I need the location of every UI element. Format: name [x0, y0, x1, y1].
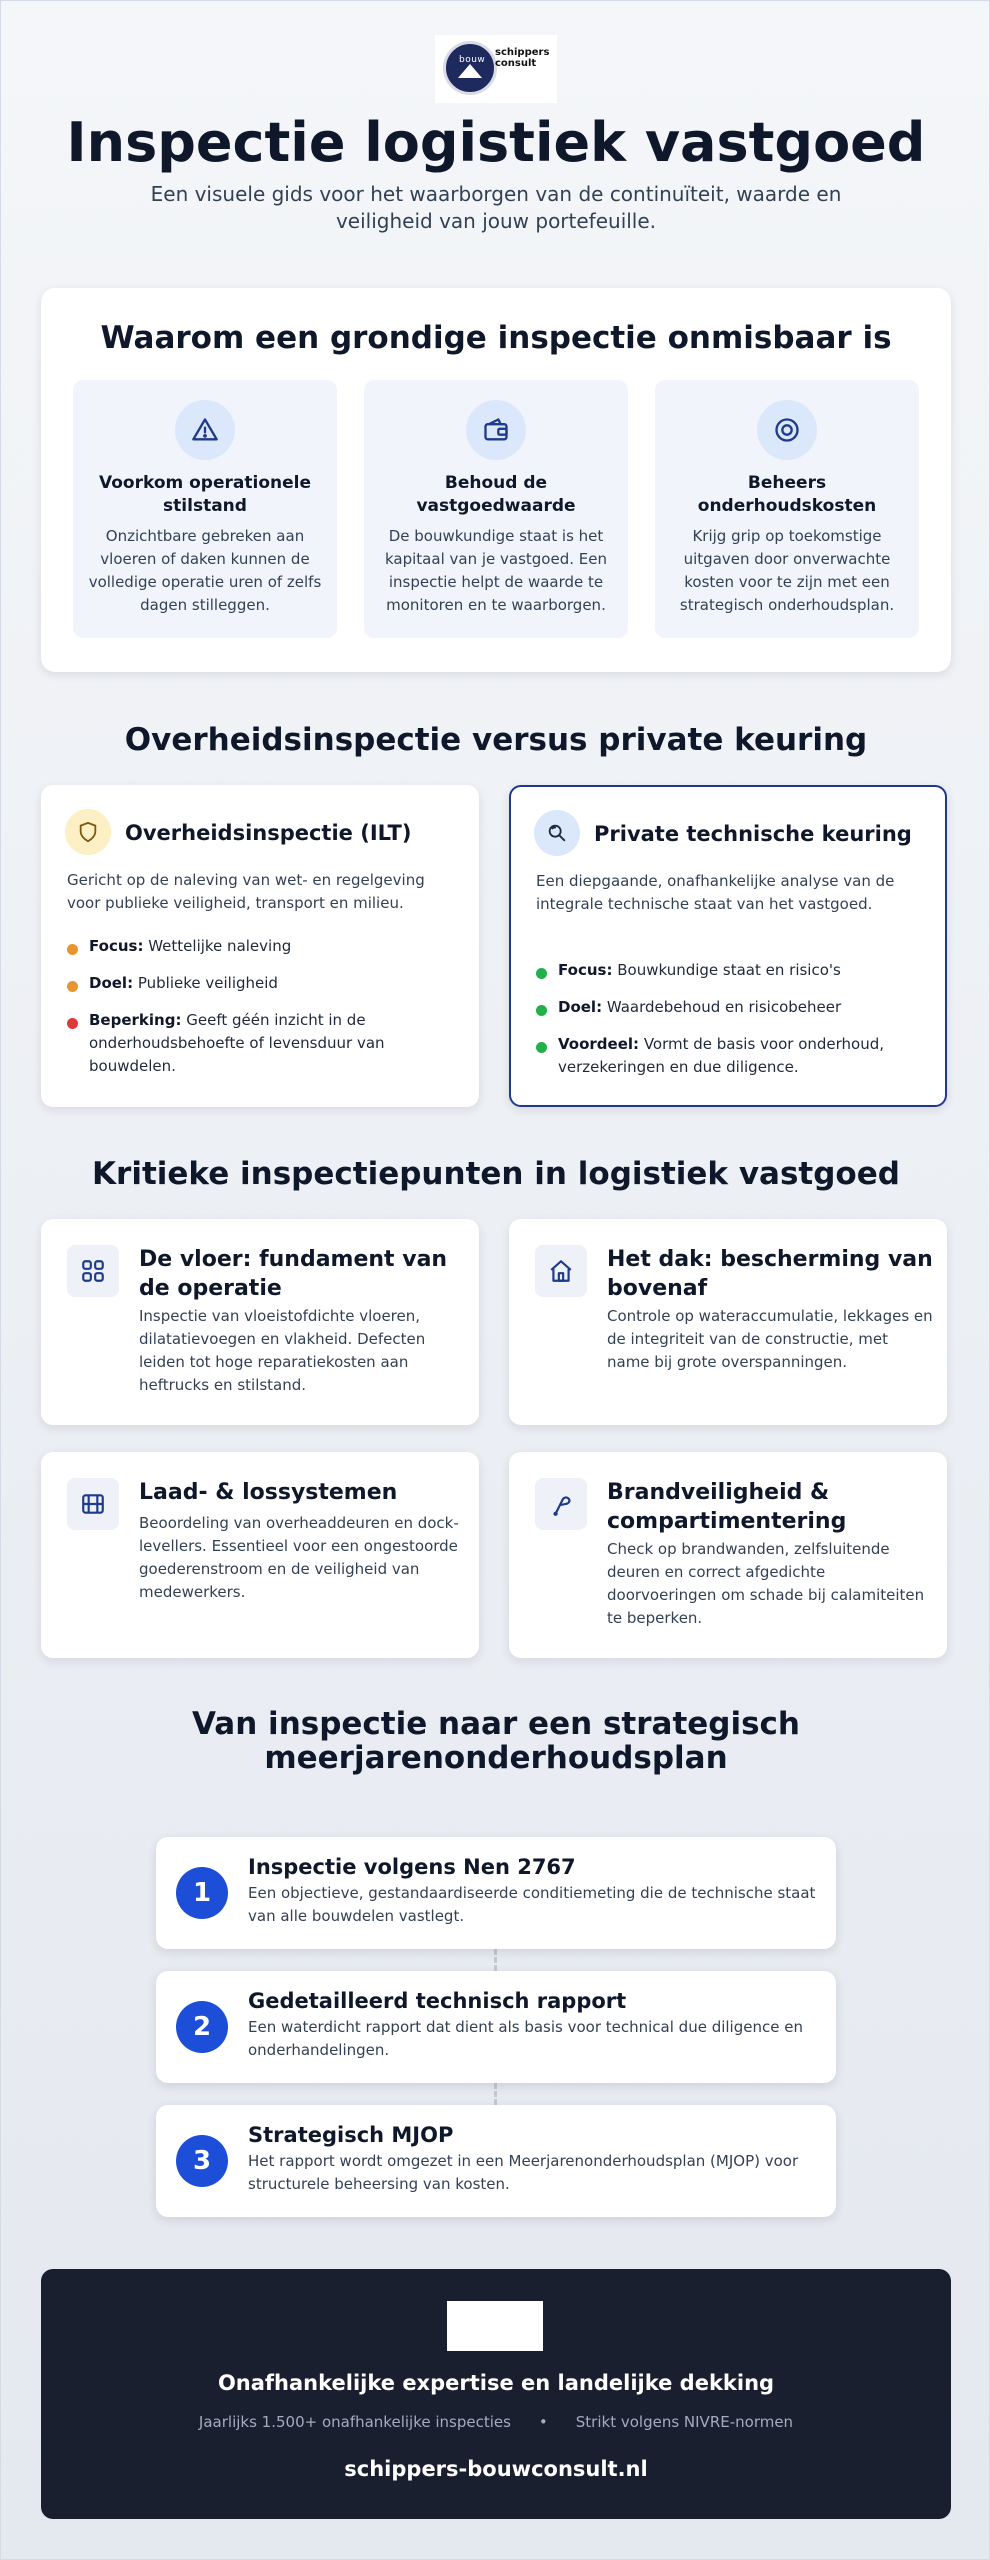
private-card-title: Private technische keuring	[594, 822, 912, 846]
status-dot	[67, 1018, 78, 1029]
step-title: Inspectie volgens Nen 2767	[248, 1855, 576, 1879]
steps-section-title: Van inspectie naar een strategisch meerjarenonderhoudsplan	[191, 1706, 800, 1776]
list-item	[536, 1033, 928, 1079]
step-number: 1	[176, 1867, 228, 1919]
company-logo[interactable]	[435, 35, 557, 103]
bullet-label: Focus:	[558, 961, 613, 979]
infographic-page	[1, 1, 990, 2560]
bullet-text: Bouwkundige staat en risico's	[617, 961, 841, 979]
point-card-title: Laad- & lossystemen	[139, 1480, 398, 1505]
footer-facts	[41, 2413, 951, 2431]
loading-dock-icon	[67, 1478, 119, 1530]
flame-icon	[535, 1478, 587, 1530]
status-dot	[536, 1042, 547, 1053]
list-item	[67, 972, 459, 995]
point-card-fire	[509, 1452, 947, 1658]
step-body: Een waterdicht rapport dat dient als basis voor technical due diligence en onderhandelingen.	[248, 2018, 803, 2059]
point-card-body: Beoordeling van overheaddeuren en dock-levellers. Essentieel voor een ongestoorde goederenstroom en de veiligheid van medewerkers.	[139, 1514, 459, 1601]
logo-brand-line1: schippers	[495, 47, 550, 58]
roof-icon	[458, 64, 482, 78]
status-dot	[67, 981, 78, 992]
point-card-body: Check op brandwanden, zelfsluitende deuren en correct afgedichte doorvoeringen om schade bij calamiteiten te beperken.	[607, 1540, 925, 1627]
why-item-title: Voorkom operationele stilstand	[99, 473, 311, 516]
status-dot	[67, 944, 78, 955]
private-bullet-list	[536, 959, 928, 1093]
page-subtitle: Een visuele gids voor het waarborgen van de continuïteit, waarde en veiligheid van jouw portefeuille.	[150, 182, 842, 233]
step-body: Een objectieve, gestandaardiseerde conditiemeting die de technische staat van alle bouwdelen vastlegt.	[248, 1884, 816, 1925]
step-title: Strategisch MJOP	[248, 2123, 454, 2147]
step-connector	[494, 2083, 497, 2105]
point-card-floor	[41, 1219, 479, 1425]
why-item-costs	[655, 380, 919, 638]
shield-icon	[65, 809, 111, 855]
points-section-title: Kritieke inspectiepunten in logistiek vastgoed	[92, 1156, 900, 1192]
point-card-loading	[41, 1452, 479, 1658]
compare-section-title: Overheidsinspectie versus private keuring	[124, 722, 868, 758]
grid-icon	[67, 1245, 119, 1297]
point-card-title: De vloer: fundament van de operatie	[139, 1247, 448, 1301]
list-item	[536, 959, 928, 982]
logo-brand-line2: consult	[495, 58, 537, 69]
why-item-body: Onzichtbare gebreken aan vloeren of daken kunnen de volledige operatie uren of zelfs dagen stilleggen.	[88, 527, 322, 614]
bullet-text: Publieke veiligheid	[137, 974, 278, 992]
private-card-desc: Een diepgaande, onafhankelijke analyse van de integrale technische staat van het vastgoed.	[536, 872, 895, 913]
bullet-label: Beperking:	[89, 1011, 182, 1029]
logo-emblem	[443, 41, 497, 95]
logo-wordmark	[495, 47, 549, 69]
bullet-text: Wettelijke naleving	[148, 937, 292, 955]
website-link[interactable]: schippers-bouwconsult.nl	[344, 2457, 648, 2481]
why-section	[41, 288, 951, 672]
point-card-roof	[509, 1219, 947, 1425]
warning-triangle-icon	[175, 400, 235, 460]
bullet-label: Doel:	[89, 974, 134, 992]
point-card-body: Inspectie van vloeistofdichte vloeren, dilatatievoegen en vlakheid. Defecten leiden tot hoge reparatiekosten aan heftrucks en stilstand.	[139, 1307, 426, 1394]
status-dot	[536, 1005, 547, 1016]
step-number: 2	[176, 2001, 228, 2053]
government-bullet-list	[67, 935, 459, 1092]
bullet-text: Vormt de basis voor onderhoud, verzekeringen en due diligence.	[558, 1035, 885, 1076]
footer-fact-norms: Strikt volgens NIVRE-normen	[575, 2413, 794, 2431]
why-item-title: Behoud de vastgoedwaarde	[416, 473, 576, 516]
list-item	[67, 1009, 459, 1078]
logo-badge-text: bouw	[459, 55, 486, 65]
step-number: 3	[176, 2135, 228, 2187]
step-body: Het rapport wordt omgezet in een Meerjarenonderhoudsplan (MJOP) voor structurele beheersing van kosten.	[248, 2152, 799, 2193]
footer-fact-inspections: Jaarlijks 1.500+ onafhankelijke inspecties	[198, 2413, 511, 2431]
point-card-title: Brandveiligheid & compartimentering	[607, 1480, 847, 1534]
house-icon	[535, 1245, 587, 1297]
why-item-body: De bouwkundige staat is het kapitaal van je vastgoed. Een inspectie helpt de waarde te monitoren en te waarborgen.	[385, 527, 607, 614]
bullet-text: Waardebehoud en risicobeheer	[606, 998, 842, 1016]
government-card-desc: Gericht op de naleving van wet- en regelgeving voor publieke veiligheid, transport en milieu.	[67, 871, 425, 912]
page-title: Inspectie logistiek vastgoed	[66, 111, 926, 174]
bullet-text: Geeft géén inzicht in de onderhoudsbehoefte of levensduur van bouwdelen.	[89, 1011, 385, 1075]
list-item	[67, 935, 459, 958]
magnifier-icon	[534, 810, 580, 856]
point-card-title: Het dak: bescherming van bovenaf	[607, 1247, 933, 1301]
step-title: Gedetailleerd technisch rapport	[248, 1989, 627, 2013]
bullet-label: Voordeel:	[558, 1035, 640, 1053]
step-connector	[494, 1949, 497, 1971]
bullet-label: Focus:	[89, 937, 144, 955]
government-card-title: Overheidsinspectie (ILT)	[125, 821, 412, 845]
private-inspection-card	[509, 785, 947, 1107]
wallet-icon	[466, 400, 526, 460]
target-icon	[757, 400, 817, 460]
why-item-value	[364, 380, 628, 638]
status-dot	[536, 968, 547, 979]
step-card	[156, 1837, 836, 1949]
point-card-body: Controle op wateraccumulatie, lekkages en de integriteit van de constructie, met name bij grote overspanningen.	[607, 1307, 933, 1371]
bullet-label: Doel:	[558, 998, 603, 1016]
footer-banner	[41, 2269, 951, 2519]
list-item	[536, 996, 928, 1019]
why-item-body: Krijg grip op toekomstige uitgaven door onverwachte kosten voor te zijn met een strategisch onderhoudsplan.	[679, 527, 895, 614]
footer-title: Onafhankelijke expertise en landelijke dekking	[217, 2371, 775, 2395]
footer-logo	[447, 2301, 543, 2351]
government-inspection-card	[41, 785, 479, 1107]
why-section-title: Waarom een grondige inspectie onmisbaar is	[100, 320, 892, 356]
step-card	[156, 1971, 836, 2083]
step-card	[156, 2105, 836, 2217]
footer-separator: •	[538, 2413, 548, 2431]
why-item-standstill	[73, 380, 337, 638]
why-item-title: Beheers onderhoudskosten	[697, 473, 877, 516]
